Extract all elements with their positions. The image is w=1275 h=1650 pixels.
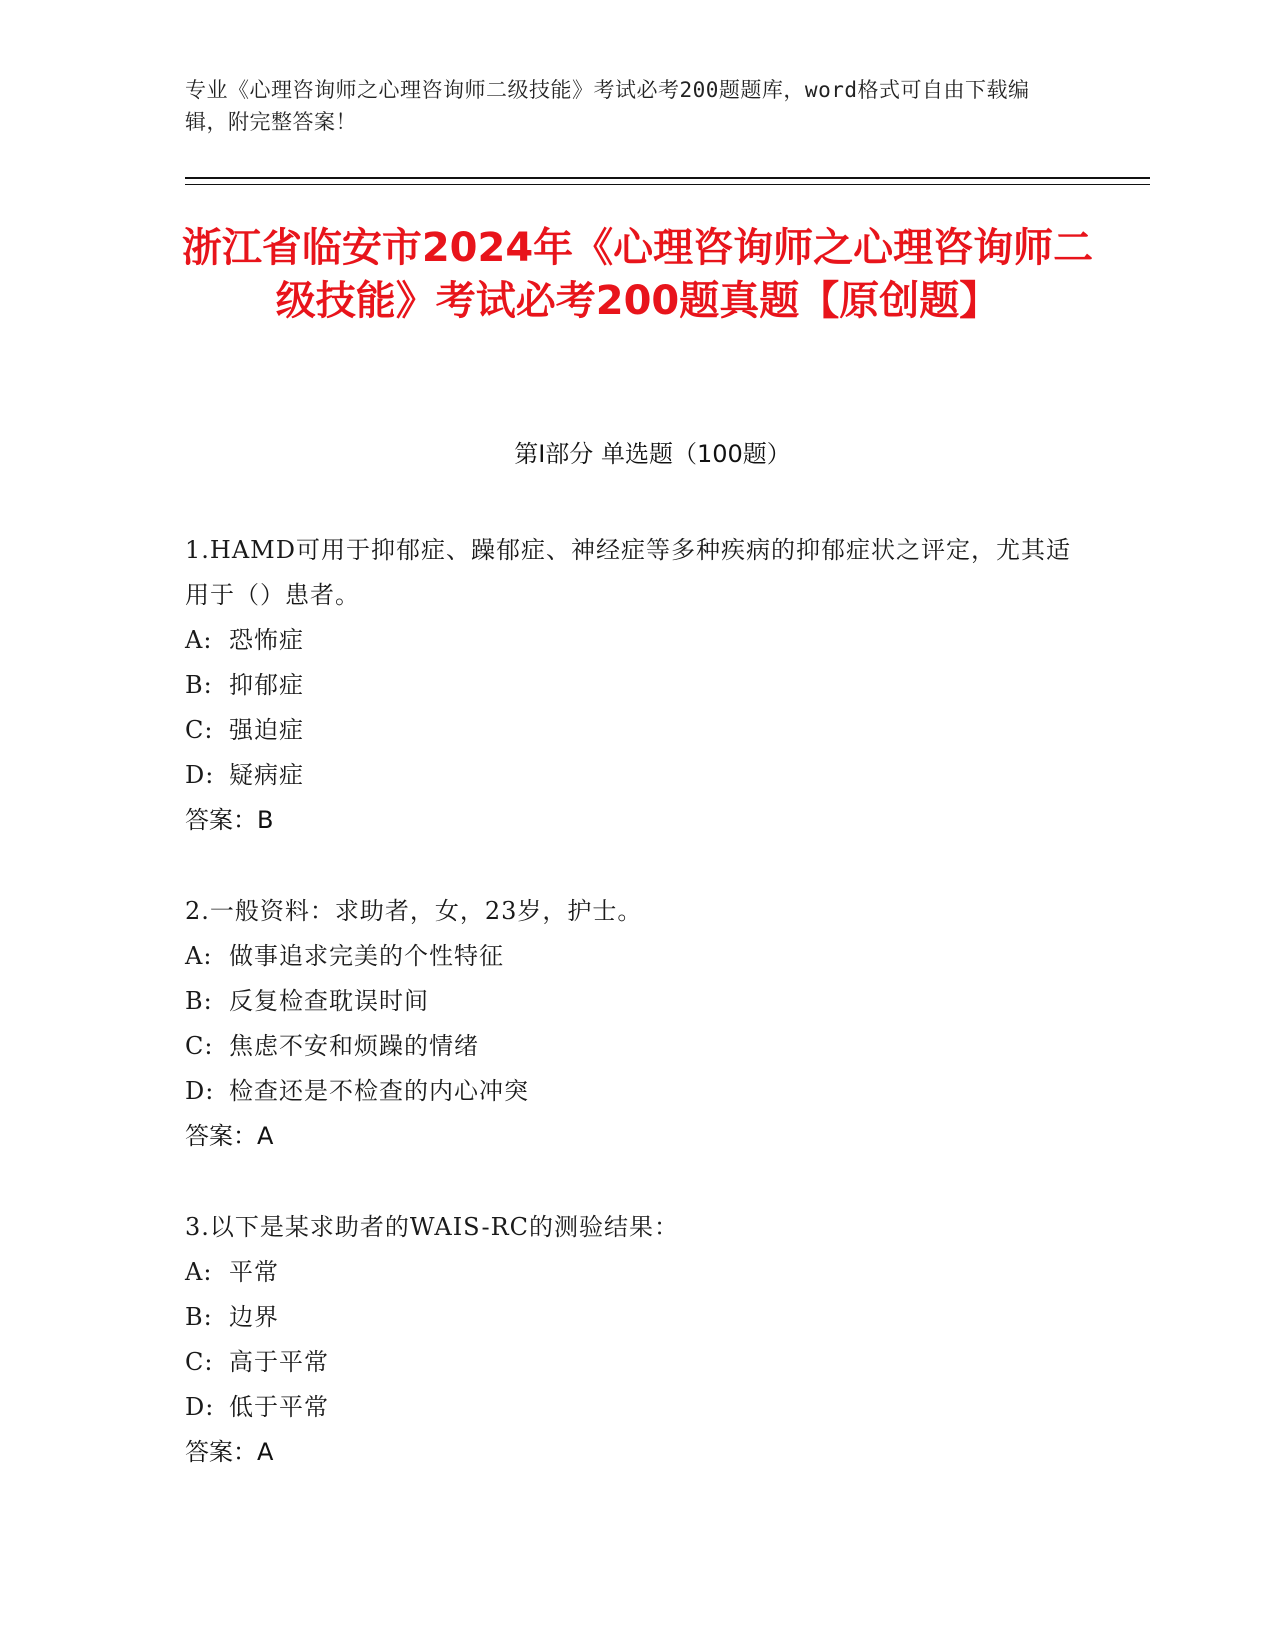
question-item [185,889,1095,1159]
question-stem: 2.一般资料：求助者，女，23岁，护士。 [185,897,643,925]
option-b [185,979,1095,1024]
option-a [185,618,1095,663]
option-letter: B: [185,1303,213,1331]
option-text: 抑郁症 [229,671,304,699]
option-text: 恐怖症 [229,626,304,654]
option-letter: A: [185,942,213,970]
answer-line: 答案：B [185,806,274,834]
option-text: 强迫症 [229,716,304,744]
option-text: 做事追求完美的个性特征 [229,942,504,970]
question-stem: 3.以下是某求助者的WAIS-RC的测验结果： [185,1213,680,1241]
option-text: 检查还是不检查的内心冲突 [229,1077,529,1105]
option-c [185,1024,1095,1069]
answer-line: 答案：A [185,1122,274,1150]
question-stem: 1.HAMD可用于抑郁症、躁郁症、神经症等多种疾病的抑郁症状之评定，尤其适用于（）患者。 [185,536,1071,609]
option-a [185,934,1095,979]
option-text: 焦虑不安和烦躁的情绪 [229,1032,479,1060]
answer-line: 答案：A [185,1438,274,1466]
option-a [185,1250,1095,1295]
option-b [185,663,1095,708]
option-letter: D: [185,1077,215,1105]
option-letter: A: [185,1258,213,1286]
option-letter: B: [185,987,213,1015]
document-title: 浙江省临安市2024年《心理咨询师之心理咨询师二级技能》考试必考200题真题【原创题】 [181,225,1094,324]
option-d [185,1385,1095,1430]
header-divider-thick [185,177,1150,179]
option-letter: D: [185,1393,215,1421]
option-d [185,753,1095,798]
option-text: 反复检查耽误时间 [229,987,429,1015]
option-letter: C: [185,716,214,744]
header-note: 专业《心理咨询师之心理咨询师二级技能》考试必考200题题库，word格式可自由下载编辑，附完整答案！ [185,78,1030,134]
option-letter: C: [185,1348,214,1376]
option-letter: D: [185,761,215,789]
option-text: 平常 [229,1258,279,1286]
option-letter: C: [185,1032,214,1060]
option-text: 疑病症 [229,761,304,789]
option-text: 高于平常 [229,1348,329,1376]
header-divider-thin [185,184,1150,185]
option-c [185,708,1095,753]
option-b [185,1295,1095,1340]
question-item [185,528,1095,843]
question-list [185,528,1095,1521]
option-text: 低于平常 [229,1393,329,1421]
option-text: 边界 [229,1303,279,1331]
section-heading: 第I部分 单选题（100题） [514,440,791,468]
question-item [185,1205,1095,1475]
option-c [185,1340,1095,1385]
option-d [185,1069,1095,1114]
option-letter: A: [185,626,213,654]
option-letter: B: [185,671,213,699]
